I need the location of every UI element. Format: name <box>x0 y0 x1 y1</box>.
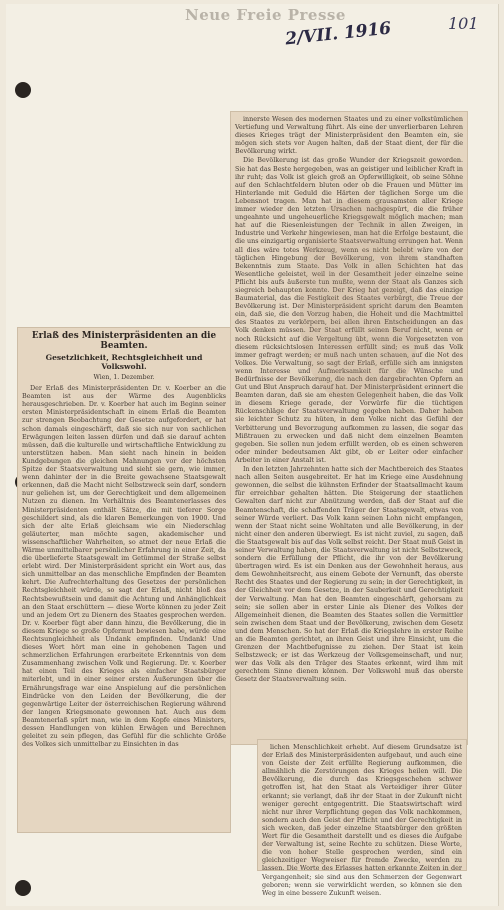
article-headline: Erlaß des Ministerpräsidenten an die Beamten. <box>31 331 217 351</box>
binder-hole-top <box>15 82 31 98</box>
handwritten-date: 2/VII. 1916 <box>284 18 393 50</box>
binder-hole-bottom <box>15 880 31 896</box>
bottom-column-text <box>262 743 462 897</box>
newspaper-masthead: Neue Freie Presse <box>185 6 346 24</box>
article-subhead: Gesetzlichkeit, Rechtsgleichheit und Volkswohl. <box>45 353 203 371</box>
clipping-left-column <box>18 328 230 832</box>
article-paragraph: lichen Menschlichkeit erhebt. Auf diesem Grundsatze ist der Erlaß des Ministerpräsidenten aufgebaut, und auch eine von Geiste der Zeit erfüllte Regierung aufkommen, die allmählich die Zerstörungen des Krieges heilen will. Die Bevölkerung, die durch das Kriegsgeschehen schwer getroffen ist, hat den Staat als Verteidiger ihrer Güter erkannt; sie verlangt, daß ihr der Staat in der Zukunft nicht weniger gerecht entgegentritt. Die Staatswirtschaft wird nicht nur ihrer Verpflichtung gegen das Volk nachkommen, sondern auch den Geist der Pflicht und der Gerechtigkeit in sich wecken, daß jeder einzelne Staatsbürger den größten Wert für die Gesamtheit darstellt und es dieses die Aufgabe der Verwaltung ist, seine Rechte zu schützen. Diese Worte, die von hoher Stelle gesprochen werden, sind ein gleichzeitiger Wegweiser für fremde Zwecke, werden zu lassen. Die Worte des Erlasses hatten erkannte Zeiten in der Vergangenheit; sie sind aus den Schmerzen der Gegenwart geboren; wenn sie verwirklicht werden, so können sie den Weg in eine bessere Zukunft weisen. <box>262 743 462 897</box>
article-paragraph: innerste Wesen des modernen Staates und zu einer volkstümlichen Vertiefung und Verwaltung führt. Als eine der unverlierbaren Lehren dieses Krieges trägt der Ministerpräsident den Beamten ein, sie mögen sich stets vor Augen halten, daß der Staat dient, der für die Bevölkerung wirkt. <box>235 115 463 156</box>
clipping-bottom-continuation <box>258 740 466 897</box>
left-column-text <box>22 384 226 748</box>
article-paragraph: Der Erlaß des Ministerpräsidenten Dr. v. Koerber an die Beamten ist aus der Wärme des Augenblicks herausgeschrieben. Dr. v. Koerber hat auch im Beginn seiner ersten Ministerpräsidentschaft in einem Erlaß die Beamten zur strengen Beobachtung der Gesetze aufgefordert, er hat schon damals eingeschärft, daß sie sich nur von sachlichen Erwägungen leiten lassen dürfen und daß sie darauf achten müssen, daß die kulturelle und wirtschaftliche Entwicklung zu unterstützen haben. Man sieht nach hinein in beiden Kundgebungen die gleichen Mahnungen vor der höchsten Spitze der Staatsverwaltung und sieht sie gern, wie immer, wenn dahinter der in die Breite gewachsene Staatsgewalt erkennen, daß die Macht nicht Selbstzweck sein darf, sondern nur geliehen ist, um der Gerechtigkeit und dem allgemeinen Nutzen zu dienen. Im Verhältnis des Beamtenerlasses des Ministerpräsidenten enthält Sätze, die mit tieferer Sorge geschildert sind, als die klaren Bemerkungen von 1900. Und sich der alte Erlaß gleichsam wie ein Niederschlag geläuterter, man möchte sagen, akademischer und wissenschaftlicher Wahrheiten, so atmet der neue Erlaß die Wärme unmittelbarer persönlicher Erfahrung in einer Zeit, da die überlieferte Staatsgewalt im Getümmel der Straße selbst erlebt wird. Der Ministerpräsident spricht ein Wort aus, das sich unmittelbar an das menschliche Empfinden der Beamten kehrt. Die Aufrechterhaltung des Gesetzes der persönlichen Rechtsgleichheit würde, so sagt der Erlaß, nicht bloß das Rechtsbewußtsein und damit die Achtung und Anhänglichkeit an den Staat erschüttern — diese Worte können zu jeder Zeit und an jedem Ort zu Dienern des Staates gesprochen werden. Dr. v. Koerber fügt aber dann hinzu, die Bevölkerung, die in diesem Kriege so große Opfermut bewiesen habe, würde eine Rechtsungleichheit als Undank empfinden. Undank! Und dieses Wort hört man eine in gehobenen Tagen und schmerzlichen Erfahrungen erarbeitete Erkenntnis von dem Zusammenhang zwischen Volk und Regierung. Dr. v. Koerber hat einen Teil des Krieges als einfacher Staatsbürger miterlebt, und in einer seiner ersten Äußerungen über die Ernährungsfrage war eine Anspielung auf die persönlichen Eindrücke von den Leiden der Bevölkerung, die der gegenwärtige Leiter der österreichischen Regierung während der langen Kriegsmonate gewonnen hat. Auch aus dem Beamtenerlaß spürt man, wie in dem Kopfe eines Ministers, dessen Handlungen von kühlen Erwägen und Berechnen geleitet zu sein pflegen, das Gefühl für die schlichte Größe des Volkes sich unmittelbar zu Einsichten in das <box>22 384 226 749</box>
paper-stain <box>300 200 420 400</box>
article-paragraph: Die Bevölkerung ist das große Wunder der Kriegszeit geworden. Sie hat das Beste hergegeben, was an geistiger und leiblicher Kraft in ihr ruht; das Volk ist gleich groß an Opferwilligkeit, ob seine Söhne auf den Schlachtfeldern bluten oder ob die Frauen und Mütter im Hinterlande mit Geduld die Härten der täglichen Sorge um die Lebensnot tragen. Man hat in diesem grausamsten aller Kriege immer wieder den letzten Ursachen nachgespürt, die die früher ungeahnte und ungeheuerliche Kriegsgewalt möglich machen; man hat auf die Riesenleistungen der Technik in allen Zweigen, in Industrie und Verkehr hingewiesen, man hat die Erfolge bestaunt, die die uns einzigartig organisierte Staatsverwaltung errungen hat. Wenn all dies wäre totes Werkzeug, wenn es nicht belebt wäre von der täglichen Hingebung der Bevölkerung, von ihrem standhaften Bekenntnis zum Staate. Das Volk in allen Schichten hat das Wesentliche geleistet, weil in der Gesamtheit jeder einzelne seine Pflicht bis aufs äußerste tun mußte, wenn der Staat als Ganzes sich siegreich behaupten konnte. Der Krieg hat gezeigt, daß das einzige Baumaterial, das die Festigkeit des Staates verbürgt, die Treue der Bevölkerung ist. Der Ministerpräsident spricht darum den Beamten ein, daß sie, die den Vorzug haben, die Hoheit und die Machtmittel des Staates zu verkörpern, bei allen ihren Entscheidungen an das Volk denken müssen. Der Staat erfüllt seinen Beruf nicht, wenn er noch Rücksicht auf die Vergeltung übt, wenn die Vorgesetzten von diesem rücksichtslosen Interessen erfüllt sind; es muß das Volk immer gefragt werden; er muß nach unten schauen, auf die Not des Volkes. Die Verwaltung, so sagt der Erlaß, erfülle sich am innigsten wenn Interesse und Aufmerksamkeit für die Wünsche und Bedürfnisse der Bevölkerung, die nach den dargebrachten Opfern an Gut und Blut Anspruch darauf hat. Der Ministerpräsident erinnert die Beamten daran, daß sie am ehesten Gelegenheit haben, die das Volk in diesem Kriege gerade, der Vorwürfe für die tüchtigen Rückenschläge der Staatsverwaltung gegeben haben. Daher haben sie leichter Schutz zu hüten, in dem Volke nicht das Gefühl der Verbitterung und Bevorzugung aufkommen zu lassen, die sogar das Mißtrauen zu erwecken und daß nicht dem einzelnen Beamten gegeben. Sie sollen nun jedem erfüllt werden, ob es einen schweren oder minder bedeutsamen Akt gibt, ob er Leiter oder einfacher Arbeiter in einer Anstalt ist. <box>235 156 463 464</box>
article-paragraph: In den letzten Jahrzehnten hatte sich der Machtbereich des Staates nach allen Seiten ausgebreitet. Er hat im Kriege eine Ausdehnung gewonnen, die selbst die kühnsten Erfinder der Staatsallmacht kaum für erreichbar gehalten hätten. Die Steigerung der staatlichen Gewalten darf nicht zur Abnützung werden, daß der Staat auf die Beamtenschaft, die schaffenden Träger der Staatsgewalt, etwas von seiner Würde verliert. Das Volk kann seinen Lohn nicht empfangen, wenn der Staat nicht seine Wohltaten und alle Bevölkerung, in der nicht einer den anderen überwiegt. Es ist nicht zuviel, zu sagen, daß die Staatsgewalt bis auf das Volk selbst reicht. Der Staat muß Geist in seiner Verwaltung haben, die Staatsverwaltung ist nicht Selbstzweck, sondern die Erfüllung der Pflicht, die ihr von der Bevölkerung übertragen wird. Es ist ein Denken aus der Gewohnheit heraus, aus dem Gewohnheitsrecht, aus einem Gebote der Vernunft, das oberste Recht des Staates und der Regierung zu sein; in der Gerechtigkeit, in der Gleichheit vor dem Gesetze, in der Sauberkeit und Gerechtigkeit der Verwaltung. Man hat den Beamten eingeschärft, gehorsam zu sein; sie sollen aber in erster Linie als Diener des Volkes der Allgemeinheit dienen, die Beamten des Staates sollen die Vermittler sein zwischen dem Staat und der Bevölkerung, zwischen dem Gesetz und dem Menschen. So hat der Erlaß die Kriegslehre in erster Reihe an die Beamten gerichtet, an ihren Geist und ihre Einsicht, um die Grenzen der Machtbefugnisse zu ziehen. Der Staat ist kein Selbstzweck; er ist das Werkzeug der Volksgemeinschaft, und nur, wer das Volk als den Träger des Staates erkennt, wird ihm mit gerechtem Sinne dienen können. Der Volkswohl muß das oberste Gesetz der Staatsverwaltung sein. <box>235 465 463 684</box>
page-number: 101 <box>448 14 479 33</box>
article-dateline: Wien, 1. Dezember. <box>93 374 155 381</box>
